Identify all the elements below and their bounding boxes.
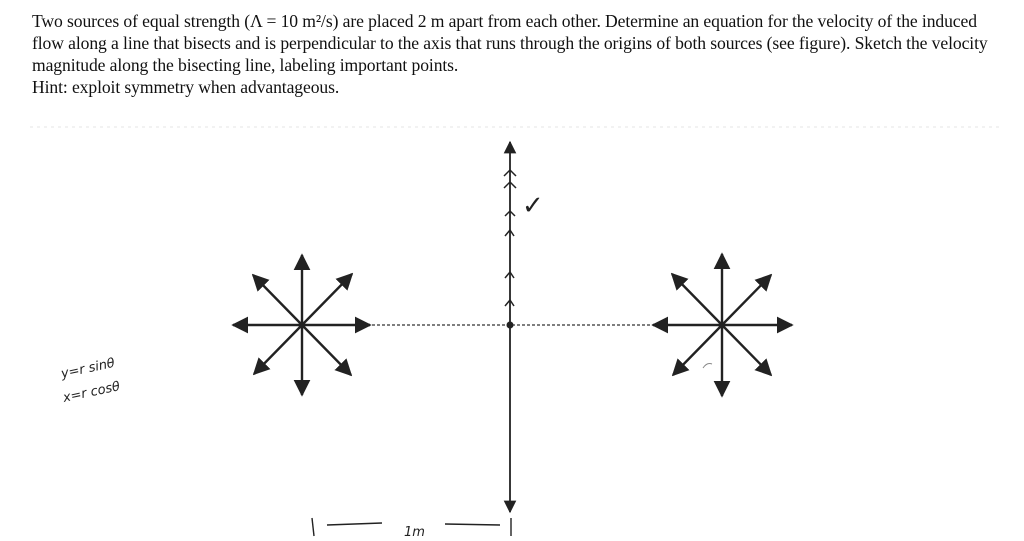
handwritten-x-note: x=r cosθ xyxy=(61,379,122,406)
dimension-label: 1m xyxy=(404,525,425,540)
handwritten-y-note: y=r sinθ xyxy=(59,355,117,382)
hint-text: Hint: exploit symmetry when advantageous. xyxy=(32,77,340,97)
check-mark: ✓ xyxy=(522,191,544,221)
problem-text: Two sources of equal strength (Λ = 10 m²/s) are placed 2 m apart from each other. Determine an equation for the velocity of the induced flow along a line that bisects and is perpendicular to the axis that runs through the origins of both sources (see figure). Sketch the velocity magnitude along the bisecting line, labeling important points. xyxy=(32,11,988,75)
